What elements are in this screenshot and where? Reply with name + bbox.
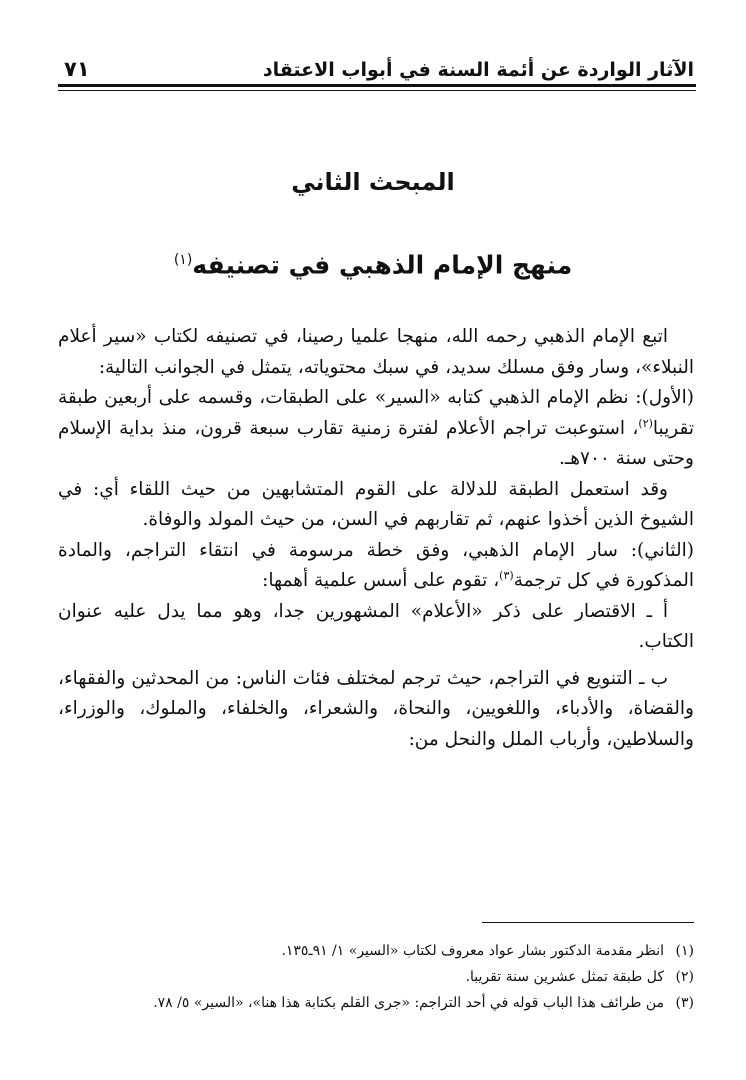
- footnote-3: [62, 990, 694, 1016]
- footnote-ref-2: (٢): [638, 416, 653, 430]
- footnote-text: انظر مقدمة الدكتور بشار عواد معروف لكتاب «السير» ١/ ٩١ـ١٣٥.: [281, 943, 664, 959]
- section-title: [60, 242, 686, 283]
- page-number: ٧١: [64, 57, 90, 81]
- footnote-ref-1: (١): [173, 252, 193, 268]
- footnote-number: (٣): [675, 995, 694, 1011]
- chapter-heading: المبحث الثاني: [291, 168, 455, 196]
- footnote-ref-3: (٣): [499, 568, 514, 582]
- footnote-text: كل طبقة تمثل عشرين سنة تقريبا.: [465, 969, 664, 985]
- header-rule-thick: [58, 84, 696, 87]
- body-text: [58, 322, 694, 755]
- footnote-separator: [482, 922, 694, 923]
- paragraph-point-b: ب ـ التنويع في التراجم، حيث ترجم لمختلف فئات الناس: من المحدثين والفقهاء، والقضاة، والأدباء، واللغويين، والنحاة، والشعراء، والخلفاء، والملوك، والوزراء، والسلاطين، وأرباب الملل والنحل من:: [58, 667, 694, 750]
- paragraph-intro: اتبع الإمام الذهبي رحمه الله، منهجا علميا رصينا، في تصنيفه لكتاب «سير أعلام النبلاء»، وسار وفق مسلك سديد، في سبك محتوياته، يتمثل في الجوانب التالية:: [58, 326, 694, 378]
- paragraph-second-point: [58, 536, 694, 597]
- footnotes: [62, 938, 694, 1016]
- paragraph-point-a: أ ـ الاقتصار على ذكر «الأعلام» المشهورين جدا، وهو مما يدل عليه عنوان الكتاب.: [58, 600, 694, 652]
- paragraph-tabaqa: وقد استعمل الطبقة للدلالة على القوم المتشابهين من حيث اللقاء أي: في الشيوخ الذين أخذوا عنهم، ثم تقاربهم في السن، من حيث المولد والوفاة.: [58, 478, 694, 530]
- paragraph-first-point-a: (الأول): نظم الإمام الذهبي كتابه «السير» على الطبقات، وقسمه على أربعين طبقة تقريبا: [58, 387, 694, 439]
- page-header: [64, 46, 694, 80]
- footnote-1: [62, 938, 694, 964]
- header-rule-thin: [58, 90, 696, 91]
- footnote-text: من طرائف هذا الباب قوله في أحد التراجم: «جرى القلم بكتابة هذا هنا»، «السير» ٥/ ٧٨.: [153, 995, 664, 1011]
- section-title-text: منهج الإمام الذهبي في تصنيفه: [192, 250, 573, 280]
- paragraph-second-point-a: (الثاني): سار الإمام الذهبي، وفق خطة مرسومة في انتقاء التراجم، والمادة المذكورة في كل ترجمة: [58, 539, 694, 591]
- paragraph-first-point-b: ، استوعبت تراجم الأعلام لفترة زمنية تقارب سبعة قرون، منذ بداية الإسلام وحتى سنة ٧٠٠هـ.: [58, 417, 694, 469]
- footnote-number: (١): [675, 943, 694, 959]
- paragraph-first-point: [58, 383, 694, 475]
- footnote-2: [62, 964, 694, 990]
- running-title: الآثار الواردة عن أئمة السنة في أبواب الاعتقاد: [262, 59, 694, 81]
- footnote-number: (٢): [675, 969, 694, 985]
- paragraph-second-point-b: ، تقوم على أسس علمية أهمها:: [262, 570, 500, 591]
